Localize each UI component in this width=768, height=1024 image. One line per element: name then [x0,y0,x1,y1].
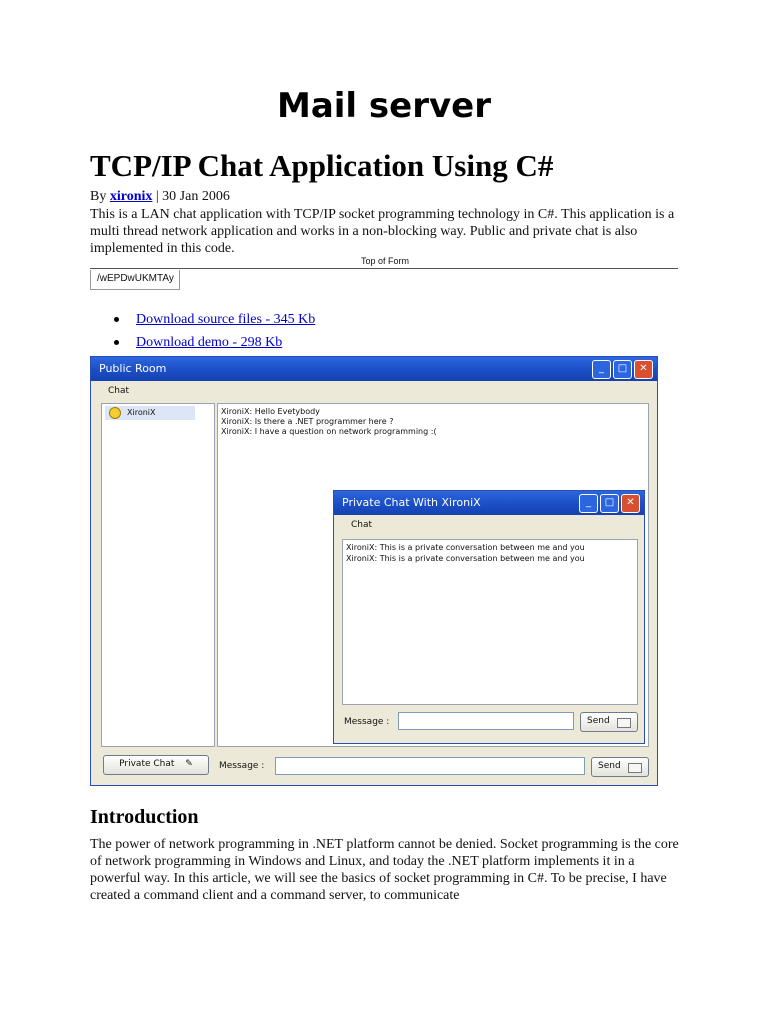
chat-message: XironiX: Hello Evetybody [221,407,320,416]
window-controls [579,494,640,513]
minimize-button[interactable]: _ [579,494,598,513]
user-list[interactable] [101,403,215,747]
close-button[interactable]: ✕ [621,494,640,513]
message-label: Message : [219,761,265,771]
chat-message: XironiX: This is a private conversation between me and you [346,543,585,552]
chat-message: XironiX: I have a question on network programming :( [221,427,437,436]
send-label: Send [598,761,621,771]
public-room-titlebar[interactable] [91,357,657,381]
author-link[interactable]: xironix [109,189,153,204]
download-list [114,310,315,356]
maximize-button[interactable]: □ [613,360,632,379]
public-room-menubar [92,382,656,400]
article-title: TCP/IP Chat Application Using C# [90,148,554,183]
window-controls [592,360,653,379]
private-chat-titlebar[interactable] [334,491,644,515]
list-item [114,333,315,356]
form-divider [90,268,678,269]
chat-message: XironiX: Is there a .NET programmer here ? [221,417,394,426]
byline-prefix: By [90,189,110,204]
user-pen-icon: ✎ [185,759,193,769]
section-heading: Introduction [90,806,199,828]
public-room-title: Public Room [99,362,167,375]
menu-chat[interactable]: Chat [351,520,373,530]
message-label: Message : [344,717,390,727]
section-paragraph: The power of network programming in .NET platform cannot be denied. Socket programming is the core of network programming in Windows and Linux, and today the .NET platform implements it in a powerful way. In this article, we will see the basics of socket programming in C#. To be precise, I have created a command client and a command server, to communicate [90,837,679,903]
smiley-icon [109,407,121,419]
viewstate-field[interactable]: /wEPDwUKMTAy [90,270,180,290]
byline [90,189,230,205]
user-item-xironix[interactable] [105,406,195,420]
document-title: Mail server [277,86,491,126]
send-label: Send [587,716,610,726]
message-input[interactable] [398,712,574,730]
message-input[interactable] [275,757,585,775]
private-chat-menubar [335,516,643,534]
download-demo-link[interactable]: Download demo - 298 Kb [136,335,283,350]
download-source-link[interactable]: Download source files - 345 Kb [136,312,316,327]
top-of-form-label: Top of Form [360,256,409,266]
list-item [114,310,315,333]
close-button[interactable]: ✕ [634,360,653,379]
byline-date: | 30 Jan 2006 [152,189,230,204]
maximize-button[interactable]: □ [600,494,619,513]
private-chat-window [333,490,645,744]
intro-paragraph: This is a LAN chat application with TCP/IP socket programming technology in C#. This application is a multi thread network application and works in a non-blocking way. Public and private chat is also implemented in this code. [90,207,675,256]
private-chat-button[interactable] [103,755,209,775]
user-name: XironiX [127,408,156,417]
private-chat-log [342,539,638,705]
send-button[interactable] [591,757,649,777]
send-button[interactable] [580,712,638,732]
private-chat-label: Private Chat [119,759,175,769]
minimize-button[interactable]: _ [592,360,611,379]
private-chat-title: Private Chat With XironiX [342,496,481,509]
chat-message: XironiX: This is a private conversation between me and you [346,554,585,563]
menu-chat[interactable]: Chat [108,386,130,396]
